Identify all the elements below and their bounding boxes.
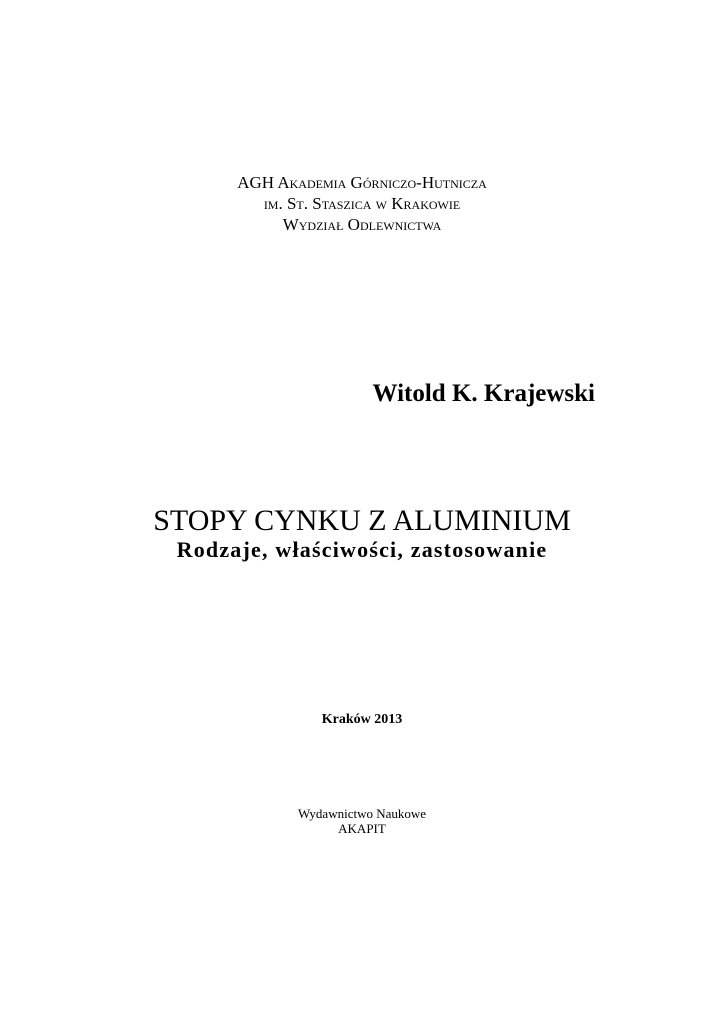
institution-block <box>0 172 724 235</box>
publisher-imprint: AKAPIT <box>338 821 386 836</box>
book-subtitle: Rodzaje, właściwości, zastosowanie <box>176 537 548 562</box>
institution-name: AGH Akademia Górniczo-Hutnicza <box>237 173 487 192</box>
publisher-name: Wydawnictwo Naukowe <box>297 806 427 821</box>
institution-patron: im. St. Staszica w Krakowie <box>263 194 461 213</box>
author-name: Witold K. Krajewski <box>372 380 595 407</box>
place-and-year: Kraków 2013 <box>321 712 403 727</box>
book-title: STOPY CYNKU Z ALUMINIUM <box>153 504 571 537</box>
publisher-block <box>0 806 724 836</box>
faculty-name: Wydział Odlewnictwa <box>282 215 442 234</box>
